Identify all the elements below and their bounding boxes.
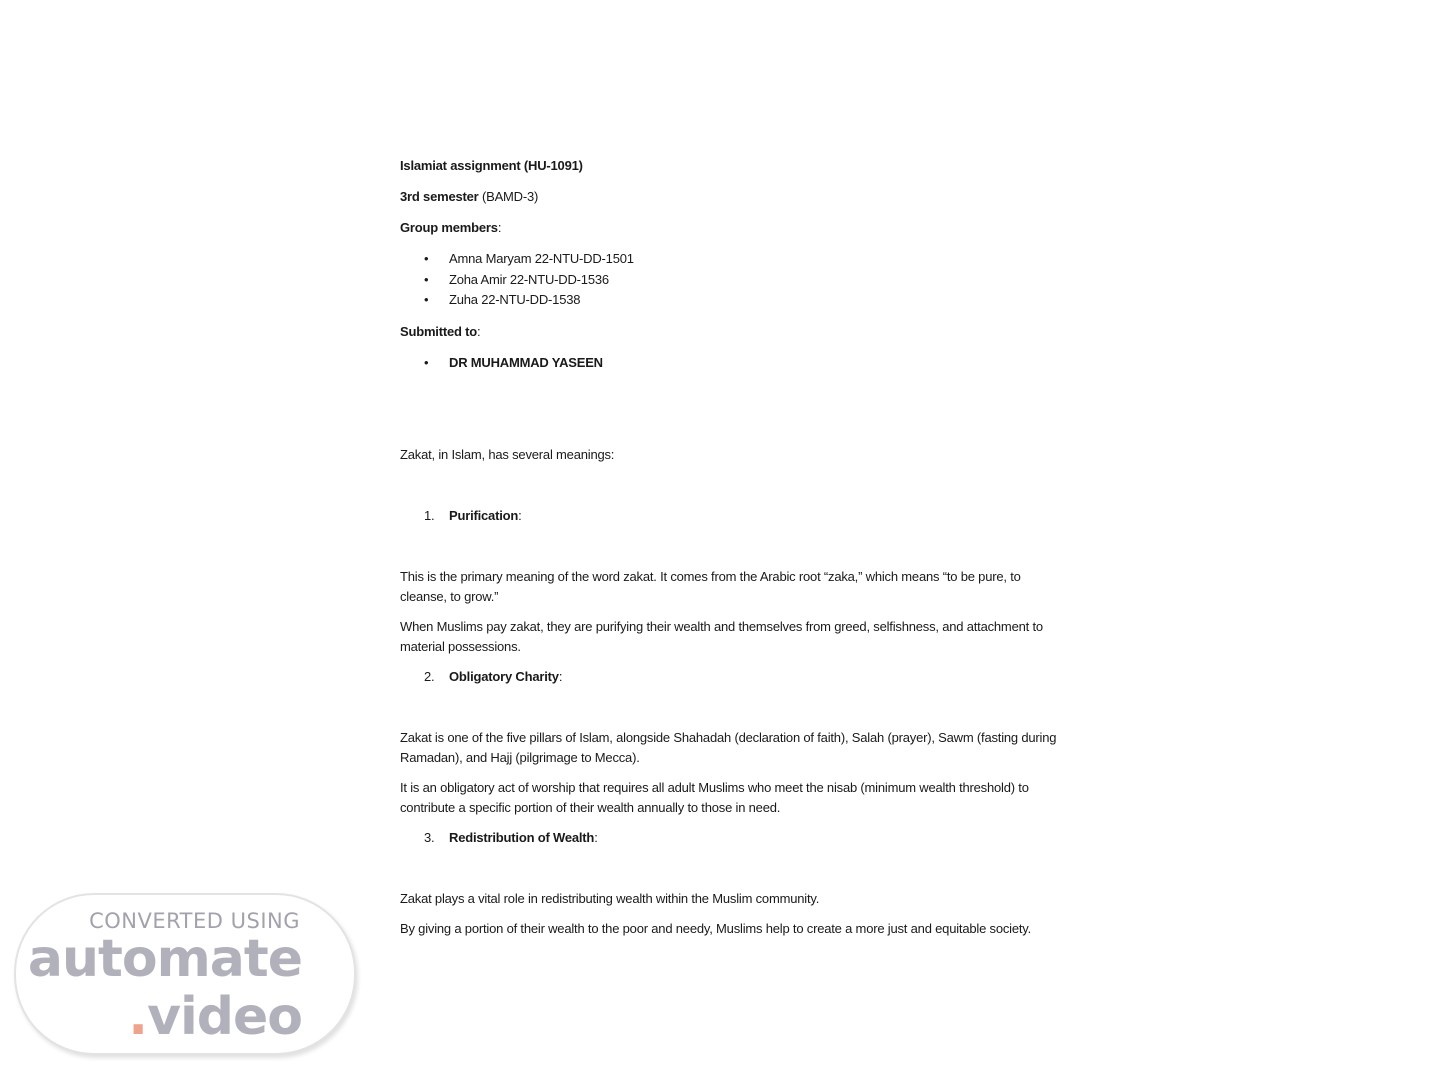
group-members-heading: Group members: bbox=[400, 220, 502, 235]
bullet-icon: • bbox=[424, 251, 429, 266]
watermark-logo-automate: automate bbox=[27, 929, 302, 989]
assignment-title: Islamiat assignment (HU-1091) bbox=[400, 158, 583, 173]
group-members-list bbox=[400, 249, 1060, 311]
list-item: • DR MUHAMMAD YASEEN bbox=[400, 353, 1060, 374]
bullet-icon: • bbox=[424, 292, 429, 307]
section-heading-redistribution: 3. Redistribution of Wealth: bbox=[424, 830, 598, 845]
submitted-to-heading: Submitted to: bbox=[400, 323, 481, 339]
watermark-logo-video: .video bbox=[128, 987, 302, 1047]
section-paragraph: Zakat is one of the five pillars of Islam, alongside Shahadah (declaration of faith), Salah (prayer), Sawm (fasting during Ramadan), and Hajj (pilgrimage to Mecca). bbox=[400, 730, 1057, 765]
section-paragraph: This is the primary meaning of the word zakat. It comes from the Arabic root “zaka,” which means “to be pure, to cleanse, to grow.” bbox=[400, 569, 1021, 604]
bullet-icon: • bbox=[424, 354, 429, 370]
section-paragraph: Zakat plays a vital role in redistributing wealth within the Muslim community. bbox=[400, 891, 820, 906]
converted-using-watermark bbox=[14, 893, 356, 1055]
semester-line: 3rd semester (BAMD-3) bbox=[400, 189, 539, 204]
document-page bbox=[400, 156, 1060, 939]
section-heading-purification: 1. Purification: bbox=[424, 508, 522, 523]
watermark-caption: CONVERTED USING bbox=[89, 909, 300, 933]
list-item: • Zoha Amir 22-NTU-DD-1536 bbox=[400, 270, 1060, 291]
watermark-dot: . bbox=[128, 987, 148, 1047]
intro-paragraph: Zakat, in Islam, has several meanings: bbox=[400, 447, 615, 462]
section-paragraph: It is an obligatory act of worship that requires all adult Muslims who meet the nisab (minimum wealth threshold) to contribute a specific portion of their wealth annually to those in need. bbox=[400, 780, 1029, 815]
list-item: • Zuha 22-NTU-DD-1538 bbox=[400, 290, 1060, 311]
bullet-icon: • bbox=[424, 271, 429, 287]
section-paragraph: By giving a portion of their wealth to the poor and needy, Muslims help to create a more just and equitable society. bbox=[400, 921, 1032, 936]
list-item: • Amna Maryam 22-NTU-DD-1501 bbox=[400, 249, 1060, 270]
submitted-to-list bbox=[400, 353, 1060, 374]
section-heading-obligatory-charity: 2. Obligatory Charity: bbox=[424, 669, 563, 684]
section-paragraph: When Muslims pay zakat, they are purifying their wealth and themselves from greed, selfishness, and attachment to material possessions. bbox=[400, 619, 1043, 654]
